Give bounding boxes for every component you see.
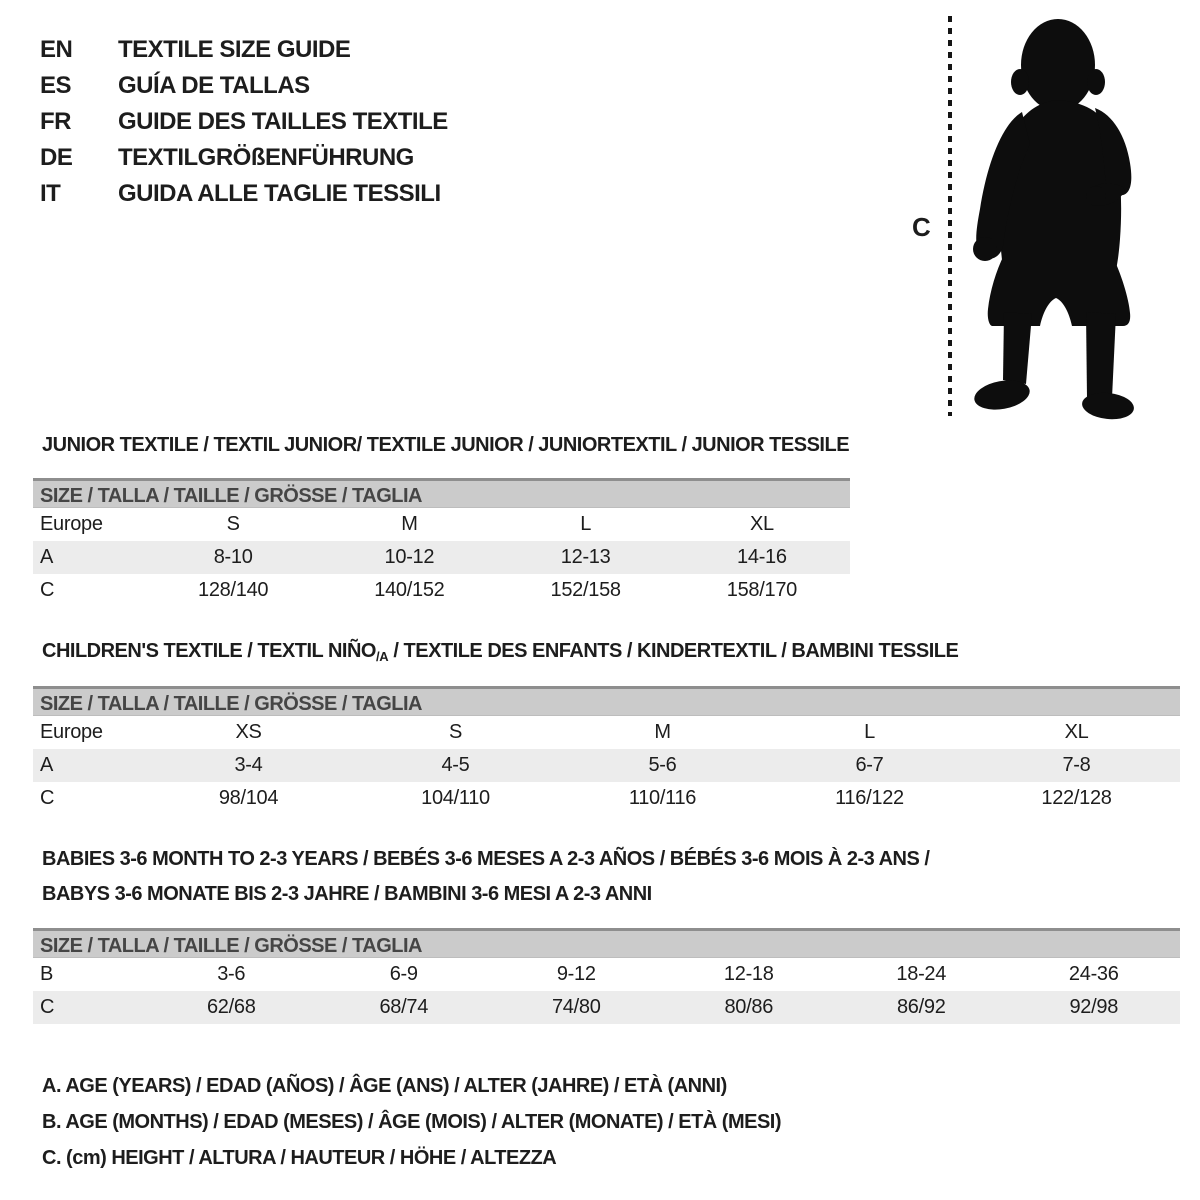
language-title: TEXTILGRÖßENFÜHRUNG <box>118 144 414 171</box>
children-title-text: / TEXTILE DES ENFANTS / KINDERTEXTIL / BAMBINI TESSILE <box>388 640 959 662</box>
language-code: IT <box>40 180 61 207</box>
language-title: GUIDA ALLE TAGLIE TESSILI <box>118 180 441 207</box>
table-cell: 68/74 <box>379 996 429 1018</box>
language-code: DE <box>40 144 73 171</box>
table-cell: 62/68 <box>206 996 256 1018</box>
footnotes <box>42 1068 781 1176</box>
table-cell: M <box>401 513 418 535</box>
table-row <box>33 991 1180 1024</box>
table-cell: 80/86 <box>724 996 774 1018</box>
babies-section-title <box>42 842 929 912</box>
table-cell: 18-24 <box>896 963 947 985</box>
table-cell: S <box>226 513 240 535</box>
size-header-bar: SIZE / TALLA / TAILLE / GRÖSSE / TAGLIA <box>33 686 1180 716</box>
table-cell: L <box>580 513 592 535</box>
babies-title-line1: BABIES 3-6 MONTH TO 2-3 YEARS / BEBÉS 3-6 MESES A 2-3 AÑOS / BÉBÉS 3-6 MOIS À 2-3 ANS / <box>42 848 930 870</box>
table-cell: 122/128 <box>1041 787 1112 809</box>
table-cell: 128/140 <box>198 579 269 601</box>
table-cell: 74/80 <box>551 996 601 1018</box>
table-cell: XL <box>749 513 774 535</box>
table-cell: 9-12 <box>556 963 596 985</box>
language-row <box>40 104 448 140</box>
height-measure-label: C <box>912 212 931 242</box>
table-cell: 110/116 <box>628 787 697 809</box>
row-label: C <box>40 996 55 1018</box>
table-cell: 4-5 <box>441 754 470 776</box>
table-cell: XL <box>1064 721 1089 743</box>
table-cell: XS <box>235 721 262 743</box>
row-label: C <box>40 787 55 809</box>
table-cell: 7-8 <box>1062 754 1091 776</box>
table-cell: 140/152 <box>374 579 445 601</box>
language-row <box>40 68 448 104</box>
table-cell: 98/104 <box>218 787 279 809</box>
language-title: TEXTILE SIZE GUIDE <box>118 36 351 63</box>
table-row <box>33 782 1180 815</box>
table-cell: 86/92 <box>896 996 946 1018</box>
table-cell: 5-6 <box>648 754 677 776</box>
table-cell: 152/158 <box>550 579 621 601</box>
row-label: Europe <box>40 513 103 535</box>
table-cell: 92/98 <box>1069 996 1119 1018</box>
table-cell: 3-4 <box>234 754 263 776</box>
language-row <box>40 32 448 68</box>
table-row <box>33 958 1180 991</box>
row-label: B <box>40 963 54 985</box>
babies-size-table <box>33 928 1180 1024</box>
row-label: A <box>40 546 54 568</box>
language-title: GUÍA DE TALLAS <box>118 72 310 99</box>
children-section-title <box>42 639 958 665</box>
table-cell: M <box>654 721 671 743</box>
footnote-a: A. AGE (YEARS) / EDAD (AÑOS) / ÂGE (ANS) / ALTER (JAHRE) / ETÀ (ANNI) <box>42 1075 727 1097</box>
table-cell: L <box>864 721 875 743</box>
language-code: EN <box>40 36 73 63</box>
table-cell: 116/122 <box>835 787 904 809</box>
row-label: C <box>40 579 55 601</box>
table-cell: 104/110 <box>421 787 490 809</box>
row-label: Europe <box>40 721 103 743</box>
footnote-b: B. AGE (MONTHS) / EDAD (MESES) / ÂGE (MOIS) / ALTER (MONATE) / ETÀ (MESI) <box>42 1111 782 1133</box>
table-row <box>33 716 1180 749</box>
language-row <box>40 140 448 176</box>
junior-size-table <box>33 478 850 607</box>
children-title-text: CHILDREN'S TEXTILE / TEXTIL NIÑO <box>42 640 376 662</box>
table-cell: 12-13 <box>560 546 611 568</box>
table-row <box>33 749 1180 782</box>
table-cell: 158/170 <box>726 579 797 601</box>
table-cell: 8-10 <box>213 546 253 568</box>
children-title-subscript: /A <box>375 649 389 664</box>
height-dashed-line <box>948 16 952 416</box>
language-code: ES <box>40 72 72 99</box>
junior-section-title: JUNIOR TEXTILE / TEXTIL JUNIOR/ TEXTILE JUNIOR / JUNIORTEXTIL / JUNIOR TESSILE <box>42 434 850 456</box>
table-cell: 3-6 <box>217 963 246 985</box>
row-label: A <box>40 754 54 776</box>
table-cell: 24-36 <box>1068 963 1119 985</box>
table-row <box>33 574 850 607</box>
table-cell: S <box>448 721 463 743</box>
size-header-bar: SIZE / TALLA / TAILLE / GRÖSSE / TAGLIA <box>33 478 850 508</box>
table-cell: 10-12 <box>384 546 435 568</box>
table-cell: 12-18 <box>723 963 774 985</box>
footnote-c: C. (cm) HEIGHT / ALTURA / HAUTEUR / HÖHE / ALTEZZA <box>42 1147 557 1169</box>
table-row <box>33 508 850 541</box>
children-size-table <box>33 686 1180 815</box>
language-title: GUIDE DES TAILLES TEXTILE <box>118 108 448 135</box>
size-header-bar: SIZE / TALLA / TAILLE / GRÖSSE / TAGLIA <box>33 928 1180 958</box>
table-cell: 6-9 <box>389 963 418 985</box>
table-row <box>33 541 850 574</box>
table-cell: 14-16 <box>737 546 787 568</box>
toddler-silhouette-icon <box>962 12 1142 424</box>
babies-title-line2: BABYS 3-6 MONATE BIS 2-3 JAHRE / BAMBINI 3-6 MESI A 2-3 ANNI <box>42 883 652 905</box>
language-code: FR <box>40 108 71 135</box>
language-title-list <box>40 32 448 212</box>
table-cell: 6-7 <box>855 754 884 776</box>
language-row <box>40 176 448 212</box>
